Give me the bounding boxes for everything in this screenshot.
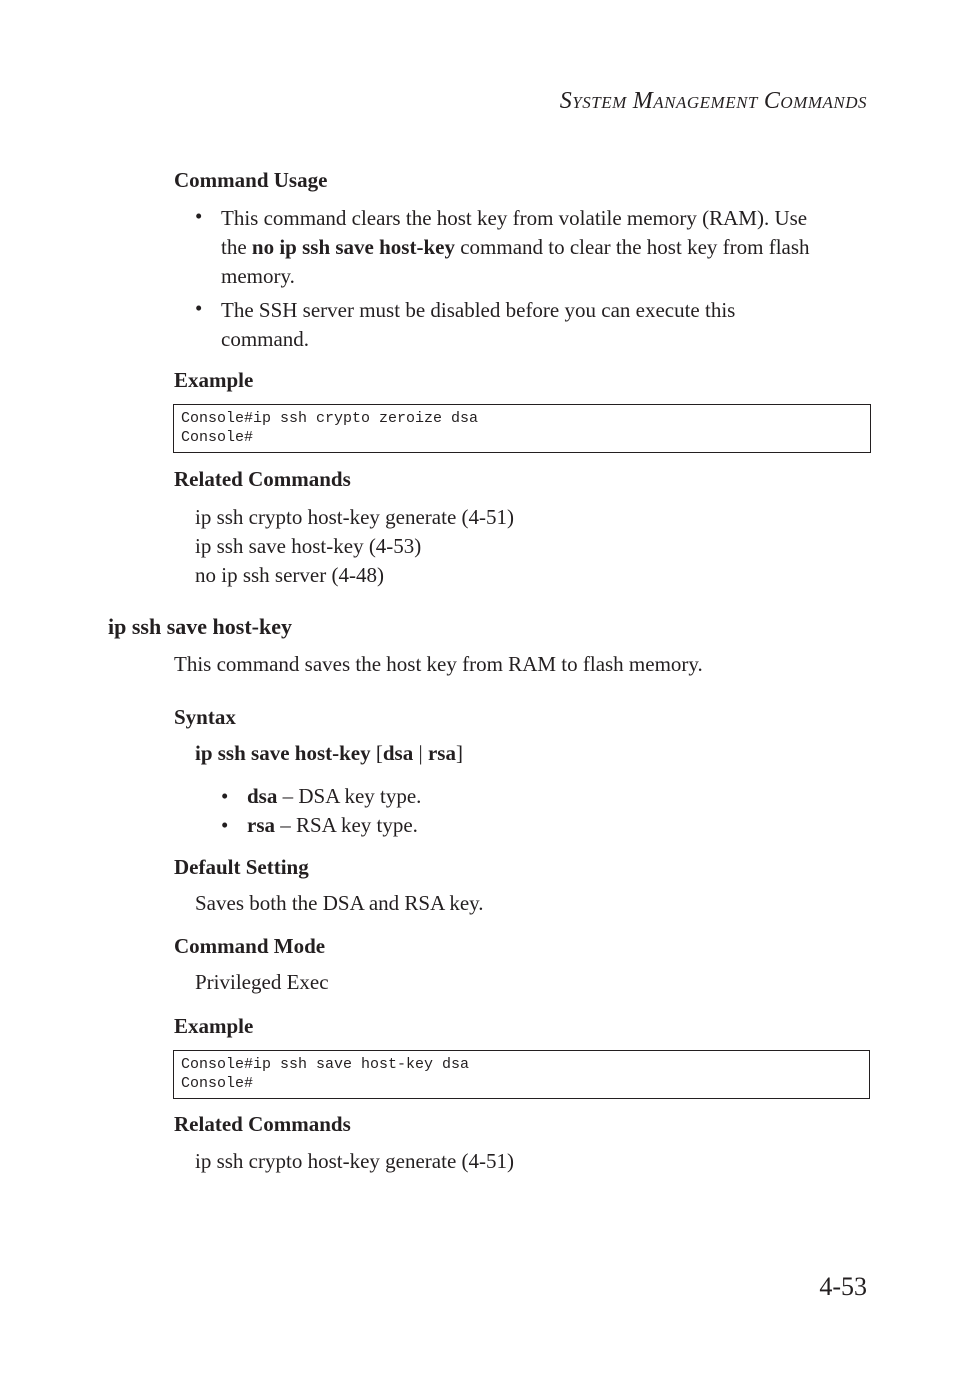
header-word-cap: M (632, 88, 654, 114)
parameter-desc: – DSA key type. (277, 784, 422, 808)
page-number: 4-53 (819, 1272, 867, 1301)
syntax-option: dsa (382, 741, 414, 765)
related-command: ip ssh save host-key (4-53) (195, 534, 422, 558)
parameter-name: dsa (247, 784, 278, 808)
default-setting-text: Saves both the DSA and RSA key. (195, 891, 484, 915)
usage-bullet-2 (195, 296, 885, 354)
command-title: ip ssh save host-key (108, 614, 292, 639)
bullet-marker: • (221, 813, 229, 837)
usage-bullet-1 (195, 204, 885, 291)
bullet-text: This command clears the host key from volatile memory (RAM). Use (221, 206, 808, 230)
header-word-rest: YSTEM (572, 93, 627, 112)
bullet-text (221, 233, 885, 262)
parameter-name: rsa (247, 813, 275, 837)
code-line: Console#ip ssh save host-key dsa (181, 1056, 470, 1073)
bullet-text: memory. (221, 264, 295, 288)
syntax-option: rsa (427, 741, 456, 765)
text-run: command to clear the host key from flash (454, 235, 810, 259)
command-usage-heading: Command Usage (174, 168, 328, 192)
related-commands-heading: Related Commands (174, 467, 351, 491)
syntax-command: ip ssh save host-key (195, 741, 371, 765)
parameter-item (221, 782, 421, 811)
bullet-text: The SSH server must be disabled before you can execute this (221, 298, 736, 322)
syntax-separator: | (413, 741, 428, 765)
header-word-cap: S (559, 88, 573, 114)
syntax-line (195, 741, 463, 766)
related-command: ip ssh crypto host-key generate (4-51) (195, 1149, 514, 1173)
example-heading: Example (174, 368, 254, 392)
syntax-bracket: ] (455, 741, 463, 765)
code-line: Console# (181, 429, 254, 446)
text-run: the (221, 235, 252, 259)
related-command: ip ssh crypto host-key generate (4-51) (195, 505, 514, 529)
header-word-cap: C (763, 88, 781, 114)
code-example (173, 404, 871, 453)
running-header (560, 88, 867, 115)
header-word-rest: ANAGEMENT (653, 93, 758, 112)
syntax-bracket: [ (370, 741, 383, 765)
code-line: Console# (181, 1075, 254, 1092)
default-setting-heading: Default Setting (174, 855, 309, 879)
code-example (173, 1050, 870, 1099)
bullet-marker: • (195, 204, 203, 228)
code-line: Console#ip ssh crypto zeroize dsa (181, 410, 479, 427)
bullet-marker: • (195, 296, 203, 320)
related-commands-list (195, 503, 514, 590)
header-word-rest: OMMANDS (780, 93, 867, 112)
command-mode-text: Privileged Exec (195, 970, 329, 994)
parameter-desc: – RSA key type. (275, 813, 418, 837)
command-ref: no ip ssh save host-key (251, 235, 455, 259)
bullet-text: command. (221, 327, 310, 351)
example-heading: Example (174, 1014, 254, 1038)
parameter-list (221, 782, 421, 840)
related-commands-heading: Related Commands (174, 1112, 351, 1136)
bullet-marker: • (221, 784, 229, 808)
related-command: no ip ssh server (4-48) (195, 563, 384, 587)
syntax-heading: Syntax (174, 705, 236, 729)
parameter-item (221, 811, 421, 840)
command-mode-heading: Command Mode (174, 934, 326, 958)
command-description: This command saves the host key from RAM to flash memory. (174, 652, 703, 676)
